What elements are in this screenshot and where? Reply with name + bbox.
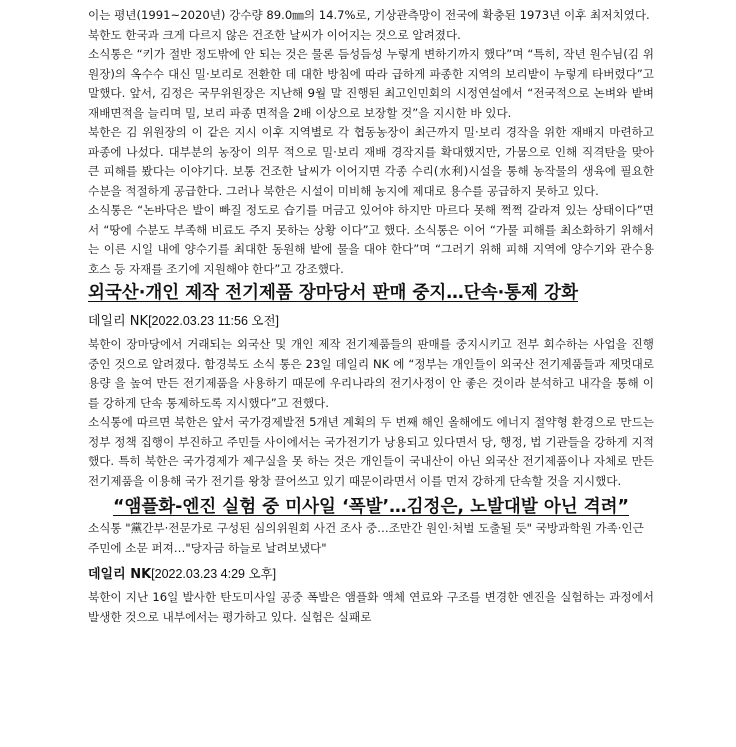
article2-byline [88,564,654,585]
article1-byline [88,311,654,332]
intro-paragraph: 북한은 김 위원장의 이 같은 지시 이후 지역별로 각 협동농장이 최근까지 밀·보리 경작을 위한 재배지 마련하고 파종에 나섰다. 대부분의 농장이 의무 적으로 밀·보리 재배 경작지를 확대했지만, 가뭄으로 인해 직격탄을 맞아 큰 피해를 봤다는 이야기다. 보통 건조한 날씨가 이어지면 각종 수리(水利)시설을 통해 농작물의 생육에 필요한 수분을 적절하게 공급한다. 그러나 북한은 시설이 미비해 농지에 제대로 용수를 공급하지 못하고 있다. [88,125,654,198]
intro-paragraph: 소식통은 “논바닥은 발이 빠질 정도로 습기를 머금고 있어야 하지만 마르다 못해 쩍쩍 갈라져 있는 상태이다”면서 “땅에 수분도 부족해 비료도 주지 못하는 상황 이다”고 했다. 소식통은 이어 “가물 피해를 최소화하기 위해서는 이른 시일 내에 양수기를 최대한 동원해 밭에 물을 대야 한다”며 “그러기 위해 피해 지역에 양수기와 관수용 호스 등 자재를 조기에 지원해야 한다”고 강조했다. [88,203,654,276]
article1-headline[interactable]: 외국산·개인 제작 전기제품 장마당서 판매 중지…단속·통제 강화 [88,283,578,303]
article2-headline[interactable]: “앰플화-엔진 실험 중 미사일 ‘폭발’…김정은, 노발대발 아닌 격려” [112,497,630,517]
article2-source: 데일리 NK [88,567,152,582]
intro-paragraph: 북한도 한국과 크게 다르지 않은 건조한 날씨가 이어지는 것으로 알려졌다. [88,27,461,42]
article1-paragraph: 북한이 장마당에서 거래되는 외국산 및 개인 제작 전기제품들의 판매를 중지시키고 전부 회수하는 사업을 진행 중인 것으로 알려졌다. 함경북도 소식 통은 23일 데일리 NK 에 “정부는 개인들이 외국산 전기제품들과 제멋대로 용량 을 높여 만든 전기제품을 사용하기 때문에 우리나라의 전기사정이 안 좋은 것이라 분석하고 내각을 통해 이를 강하게 단속 통제하도록 지시했다”고 전했다. [88,337,654,410]
intro-paragraph: 이는 평년(1991~2020년) 강수량 89.0㎜의 14.7%로, 기상관측망이 전국에 확충된 1973년 이후 최저치였다. [88,8,650,22]
article2-date: [2022.03.23 4:29 오후] [151,567,277,581]
article2-subheadline: 소식통 "黨간부·전문가로 구성된 심의위원회 사건 조사 중…조만간 원인·처벌 도출될 듯" 국방과학원 가족·인근 주민에 소문 퍼져…"당자금 하늘로 날려보냈다" [88,521,644,555]
article2-paragraph: 북한이 지난 16일 발사한 탄도미사일 공중 폭발은 앰플화 액체 연료와 구조를 변경한 엔진을 실험하는 과정에서 발생한 것으로 내부에서는 평가하고 있다. 실험은 실패로 [88,590,654,624]
article1-source: 데일리 NK [88,314,149,329]
article1-date: [2022.03.23 11:56 오전] [148,314,280,328]
article1-paragraph: 소식통에 따르면 북한은 앞서 국가경제발전 5개년 계획의 두 번째 해인 올해에도 에너지 절약형 환경으로 만드는 정부 정책 집행이 부진하고 주민들 사이에서는 국가전기가 낭용되고 있다면서 당, 행정, 법 기관들을 강하게 지적했다. 특히 북한은 국가경제가 제구실을 못 하는 것은 개인들이 국내산이 아닌 외국산 전기제품이나 자체로 만든 전기제품을 이용해 국가 전기를 왕창 끌어쓰고 있기 때문이라면서 이를 먼저 강하게 단속할 것을 지시했다. [88,415,654,488]
intro-paragraph: 소식통은 “키가 절반 정도밖에 안 되는 것은 물론 듬성듬성 누렇게 변하기까지 했다”며 “특히, 작년 원수님(김 위원장)의 옥수수 대신 밀·보리로 전환한 데 대한 방침에 따라 급하게 파종한 지역의 보리밭이 누렇게 타버렸다”고 말했다. 앞서, 김정은 국무위원장은 지난해 9월 말 진행된 최고인민회의 시정연설에서 “전국적으로 논벼와 밭벼 재배면적을 늘리며 밀, 보리 파종 면적을 2배 이상으로 보장할 것”을 지시한 바 있다. [88,47,654,120]
